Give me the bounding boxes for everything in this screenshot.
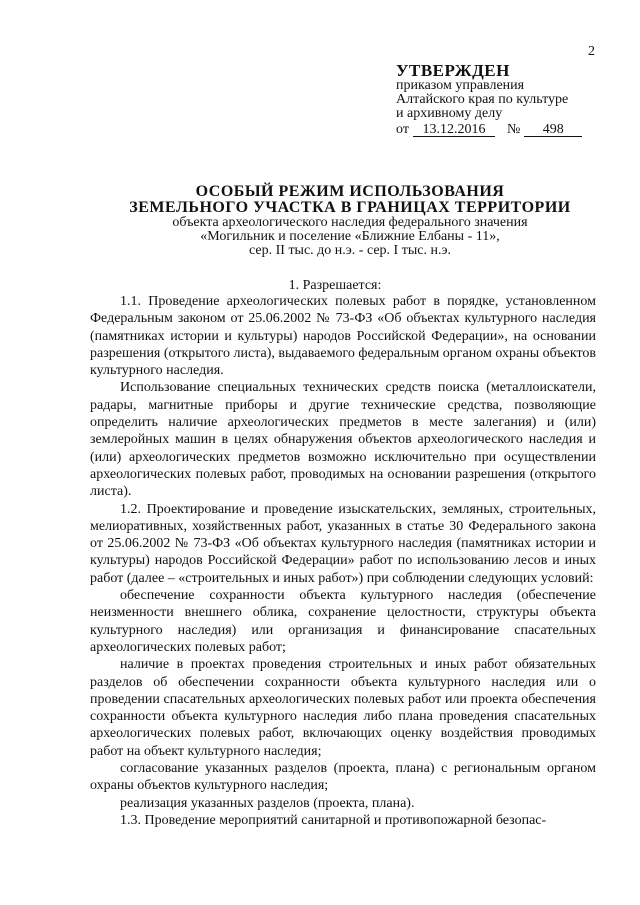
title-line-1: ОСОБЫЙ РЕЖИМ ИСПОЛЬЗОВАНИЯ [195,183,505,200]
paragraph-1-2: 1.2. Проектирование и проведение изыскательских, земляных, строительных, мелиоративных, хозяйственных работ, указанных в статье 30 Федерального закона от 25.06.2002 № 73-ФЗ «Об объектах культурного наследия (памятниках истории и культуры) народов Российской Федерации» работ по использованию лесов и иных работ (далее – «строительных и иных работ») при соблюдении следующих условий: [90,501,596,586]
section-heading: 1. Разрешается: [288,278,382,293]
document-title [90,184,610,258]
paragraph-condition-approval: согласование указанных разделов (проекта, плана) с региональным органом охраны объектов культурного наследия; [90,761,596,794]
title-line-5: сер. II тыс. до н.э. - сер. I тыс. н.э. [249,243,451,258]
paragraph-condition-sections: наличие в проектах проведения строительных и иных работ обязательных разделов об обеспечении сохранности объекта культурного наследия или о проведении спасательных археологических полевых работ или проекта обеспечения сохранности объекта культурного наследия либо плана проведения спасательных археологических полевых работ, включающих оценку воздействия проводимых работ на объект культурного наследия; [90,657,596,759]
paragraph-1-3: 1.3. Проведение мероприятий санитарной и противопожарной безопас- [120,812,547,828]
approval-line-2: Алтайского края по культуре [396,92,569,107]
paragraph-technical-means: Использование специальных технических средств поиска (металлоискатели, радары, магнитные приборы и другие технические средства, позволяющие определить наличие археологических предметов в месте залегания) и (или) землеройных машин в целях обнаружения объектов археологического наследия и (или) археологических предметов возможно исключительно при осуществлении археологических полевых работ, проводимых на основании разрешения (открытого листа). [90,380,596,500]
title-line-4: «Могильник и поселение «Ближние Елбаны - 11», [200,229,500,244]
approval-number-label: № [506,122,521,137]
approval-number: 498 [524,123,582,137]
approval-line-1: приказом управления [396,78,525,93]
title-line-2: ЗЕМЕЛЬНОГО УЧАСТКА В ГРАНИЦАХ ТЕРРИТОРИИ [129,199,571,216]
approval-date: 13.12.2016 [413,123,495,137]
approval-date-row [396,123,582,137]
page-number: 2 [588,44,595,59]
paragraph-condition-preservation: обеспечение сохранности объекта культурного наследия (обеспечение неизменности внешнего облика, сохранение целостности, структуры объекта культурного наследия) или организация и финансирование спасательных археологических полевых работ; [90,588,596,655]
paragraph-1-1: 1.1. Проведение археологических полевых работ в порядке, установленном Федеральным законом от 25.06.2002 № 73-ФЗ «Об объектах культурного наследия (памятниках истории и культуры) народов Российской Федерации», на основании разрешения (открытого листа), выдаваемого федеральным органом охраны объектов культурного наследия. [90,294,596,379]
paragraph-condition-implementation: реализация указанных разделов (проекта, плана). [120,795,415,811]
title-line-3: объекта археологического наследия федерального значения [172,215,528,230]
approval-line-3: и архивному делу [396,106,503,121]
approval-date-prefix: от [396,122,409,137]
approval-stamp [396,61,582,137]
document-body [90,293,596,829]
approval-heading: УТВЕРЖДЕН [396,61,510,80]
